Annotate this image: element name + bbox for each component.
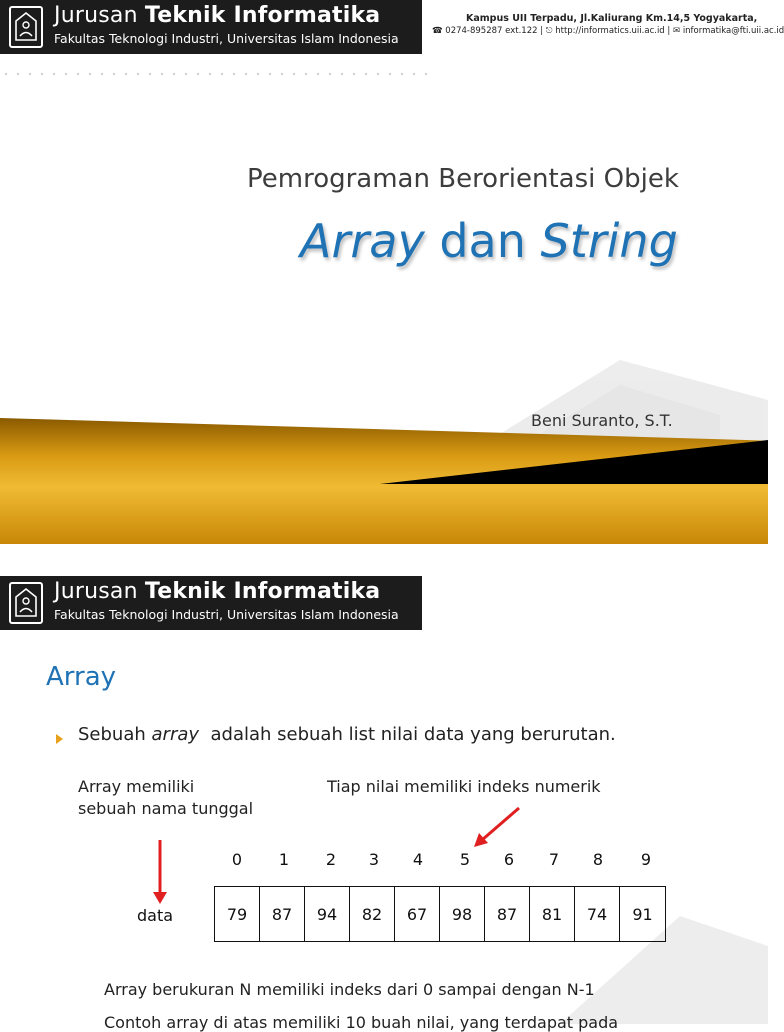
array-index-4: 4 <box>412 850 424 869</box>
array-index-3: 3 <box>368 850 380 869</box>
array-cell-0: 79 <box>215 887 260 941</box>
array-cell-2: 94 <box>305 887 350 941</box>
email-link[interactable]: informatika@fti.uii.ac.id <box>682 26 784 36</box>
faculty-name-2: Fakultas Teknologi Industri, Universitas Islam Indonesia <box>54 607 399 622</box>
paragraph-example: Contoh array di atas memiliki 10 buah nilai, yang terdapat pada <box>104 1013 619 1032</box>
array-slide <box>0 576 768 1032</box>
contact-address: Kampus UII Terpadu, Jl.Kaliurang Km.14,5 Yogyakarta, <box>466 13 758 24</box>
array-cell-9: 91 <box>632 904 653 924</box>
array-index-5: 5 <box>459 850 471 869</box>
down-arrowhead-icon <box>153 892 167 904</box>
header-bar-2 <box>0 576 422 630</box>
phone-text: ☎ 0274-895287 ext.122 <box>432 26 538 36</box>
array-index-2: 2 <box>325 850 337 869</box>
slide-title: Array dan String <box>300 214 678 268</box>
department-name: Jurusan Teknik Informatika <box>54 3 381 28</box>
university-logo-icon-2 <box>9 582 43 624</box>
paragraph-index-range: Array berukuran N memiliki indeks dari 0 sampai dengan N-1 <box>104 980 595 999</box>
contact-line: ☎ 0274-895287 ext.122 | ⎋ http://informatics.uii.ac.id | ✉ informatika@fti.uii.ac.id <box>432 26 784 36</box>
array-cell-8: 74 <box>575 887 620 941</box>
label-single-name: Array memiliki sebuah nama tunggal <box>78 777 254 818</box>
array-cell-3: 82 <box>350 887 395 941</box>
label-numeric-index: Tiap nilai memiliki indeks numerik <box>327 777 601 796</box>
array-index-1: 1 <box>278 850 290 869</box>
email-icon: ✉ <box>672 26 681 36</box>
dotted-divider <box>0 72 430 76</box>
course-subtitle: Pemrograman Berorientasi Objek <box>247 164 679 194</box>
array-name-label: data <box>137 906 174 925</box>
header-bar <box>0 0 422 54</box>
array-cell-6: 87 <box>485 887 530 941</box>
array-cell-7: 81 <box>530 887 575 941</box>
bullet-definition: Sebuah array adalah sebuah list nilai data yang berurutan. <box>78 724 616 745</box>
author-name: Beni Suranto, S.T. <box>531 411 673 430</box>
department-name-2: Jurusan Teknik Informatika <box>54 579 381 604</box>
array-index-8: 8 <box>592 850 604 869</box>
web-link[interactable]: http://informatics.uii.ac.id <box>555 26 665 36</box>
array-index-0: 0 <box>231 850 243 869</box>
array-index-7: 7 <box>548 850 560 869</box>
array-table <box>214 886 666 942</box>
array-index-6: 6 <box>503 850 515 869</box>
web-icon: ⎋ <box>545 26 553 36</box>
slide2-title: Array <box>46 662 117 692</box>
bullet-arrow-icon <box>56 734 63 744</box>
university-logo-icon <box>9 6 43 48</box>
faculty-name: Fakultas Teknologi Industri, Universitas Islam Indonesia <box>54 31 399 46</box>
diagonal-arrowhead-icon <box>474 833 488 847</box>
diagonal-arrow-icon <box>482 808 519 840</box>
array-index-9: 9 <box>640 850 652 869</box>
array-cell-4: 67 <box>395 887 440 941</box>
array-cell-5: 98 <box>440 887 485 941</box>
array-cell-1: 87 <box>260 887 305 941</box>
